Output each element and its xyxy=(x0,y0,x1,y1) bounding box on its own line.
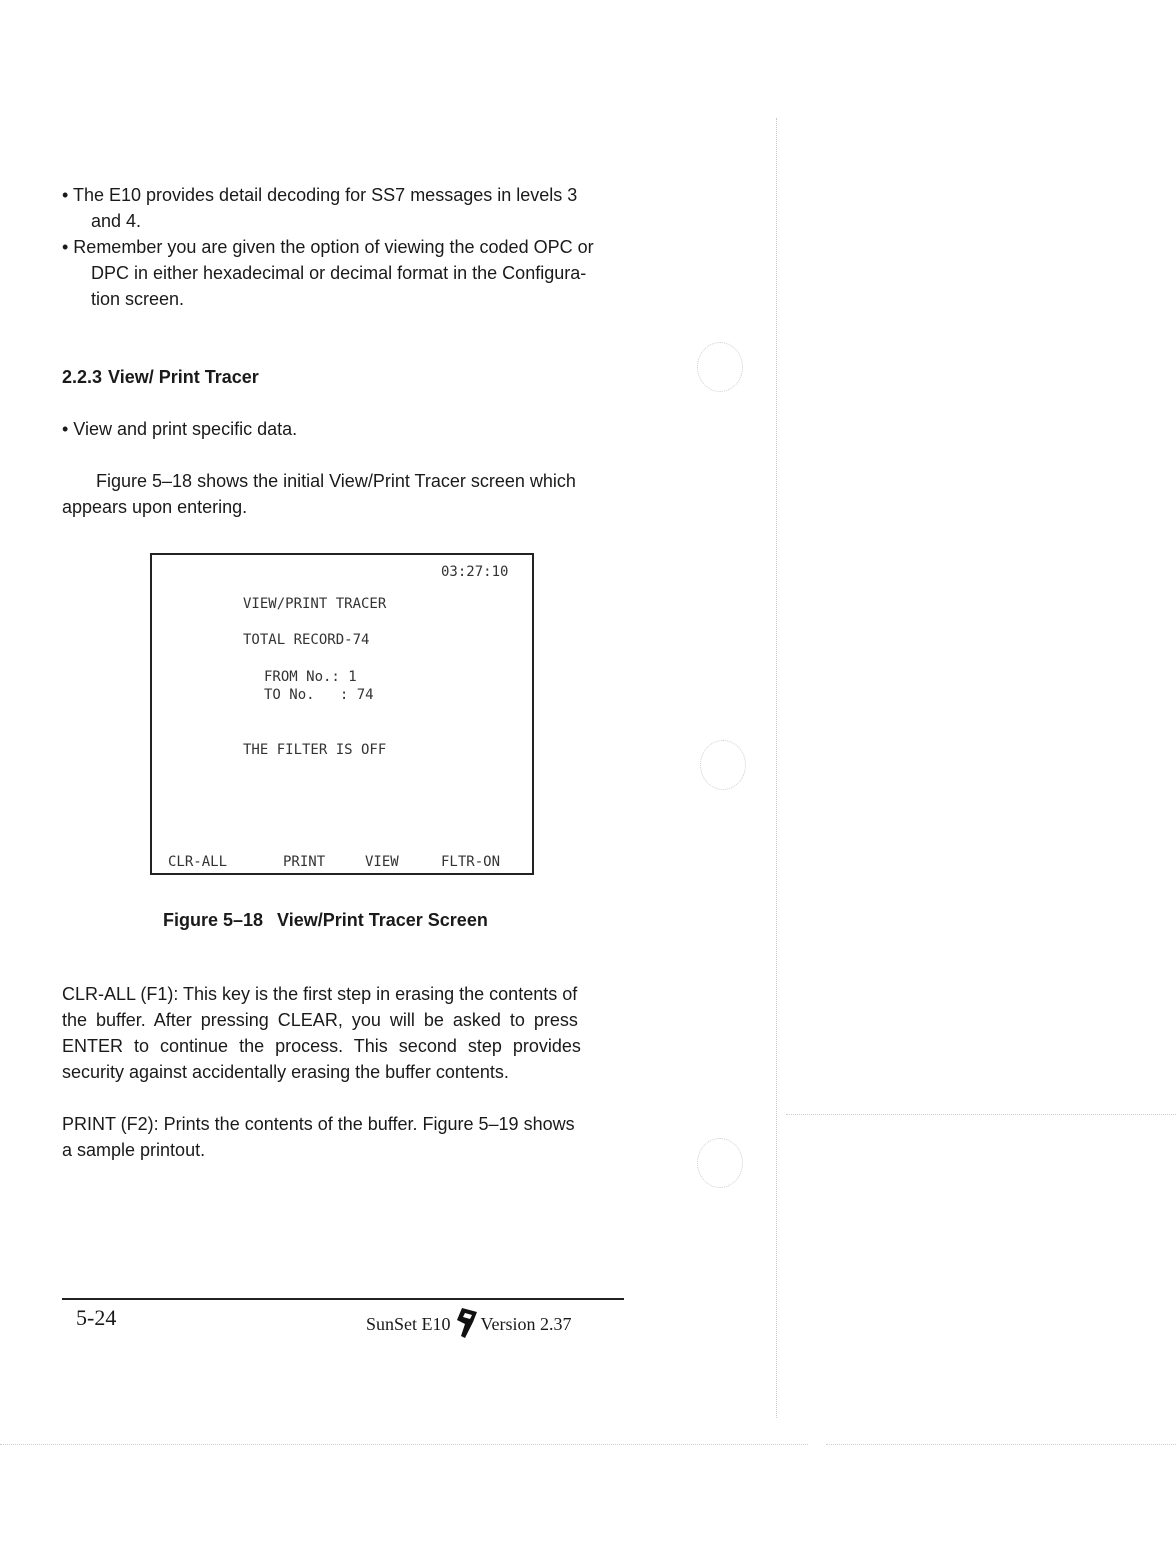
scan-line xyxy=(826,1444,1176,1445)
print-key[interactable]: PRINT xyxy=(283,854,326,870)
text-line: the buffer. After pressing CLEAR, you will be asked to press xyxy=(62,1010,578,1030)
text-line: security against accidentally erasing the buffer contents. xyxy=(62,1062,509,1082)
bullet-view-print: • View and print specific data. xyxy=(62,419,298,439)
text-line: appears upon entering. xyxy=(62,497,248,517)
fltr-on-key[interactable]: FLTR-ON xyxy=(441,854,501,870)
punch-hole xyxy=(697,1138,743,1188)
text-line: PRINT (F2): Prints the contents of the buffer. Figure 5–19 shows xyxy=(62,1114,575,1134)
footer-rule xyxy=(62,1298,624,1300)
text-line: • Remember you are given the option of viewing the coded OPC or xyxy=(62,237,594,257)
punch-hole xyxy=(700,740,746,790)
version-text: Version 2.37 xyxy=(480,1314,572,1334)
footer-brand xyxy=(366,1306,572,1340)
text-line: CLR-ALL (F1): This key is the first step in erasing the contents of xyxy=(62,984,578,1004)
to-number: TO No. : 74 xyxy=(264,687,374,703)
from-number: FROM No.: 1 xyxy=(264,669,357,685)
text-line: tion screen. xyxy=(91,289,185,309)
clr-all-key[interactable]: CLR-ALL xyxy=(168,854,228,870)
figure-caption xyxy=(163,907,488,933)
figure-number: Figure 5–18 xyxy=(163,910,264,930)
text-line: Figure 5–18 shows the initial View/Print Tracer screen which xyxy=(96,471,576,491)
screen-title: VIEW/PRINT TRACER xyxy=(243,596,387,612)
section-heading xyxy=(62,364,259,390)
sunset-handset-logo-icon xyxy=(453,1306,479,1340)
section-title: View/ Print Tracer xyxy=(108,367,259,387)
text-line: and 4. xyxy=(91,211,142,231)
scan-line xyxy=(0,1444,808,1445)
scan-line xyxy=(786,1114,1176,1115)
page-number: 5-24 xyxy=(76,1305,117,1330)
view-print-tracer-screen xyxy=(150,553,534,875)
text-line: a sample printout. xyxy=(62,1140,206,1160)
text-line: DPC in either hexadecimal or decimal format in the Configura- xyxy=(91,263,587,283)
text-line: ENTER to continue the process. This second step provides xyxy=(62,1036,581,1056)
figure-title: View/Print Tracer Screen xyxy=(277,910,488,930)
product-name: SunSet E10 xyxy=(366,1314,451,1334)
punch-hole xyxy=(697,342,743,392)
view-key[interactable]: VIEW xyxy=(365,854,399,870)
text-line: • The E10 provides detail decoding for SS7 messages in levels 3 xyxy=(62,185,578,205)
section-number: 2.2.3 xyxy=(62,367,103,387)
total-record: TOTAL RECORD-74 xyxy=(243,632,370,648)
screen-clock: 03:27:10 xyxy=(441,564,509,580)
margin-line xyxy=(776,118,777,1418)
filter-status: THE FILTER IS OFF xyxy=(243,742,387,758)
